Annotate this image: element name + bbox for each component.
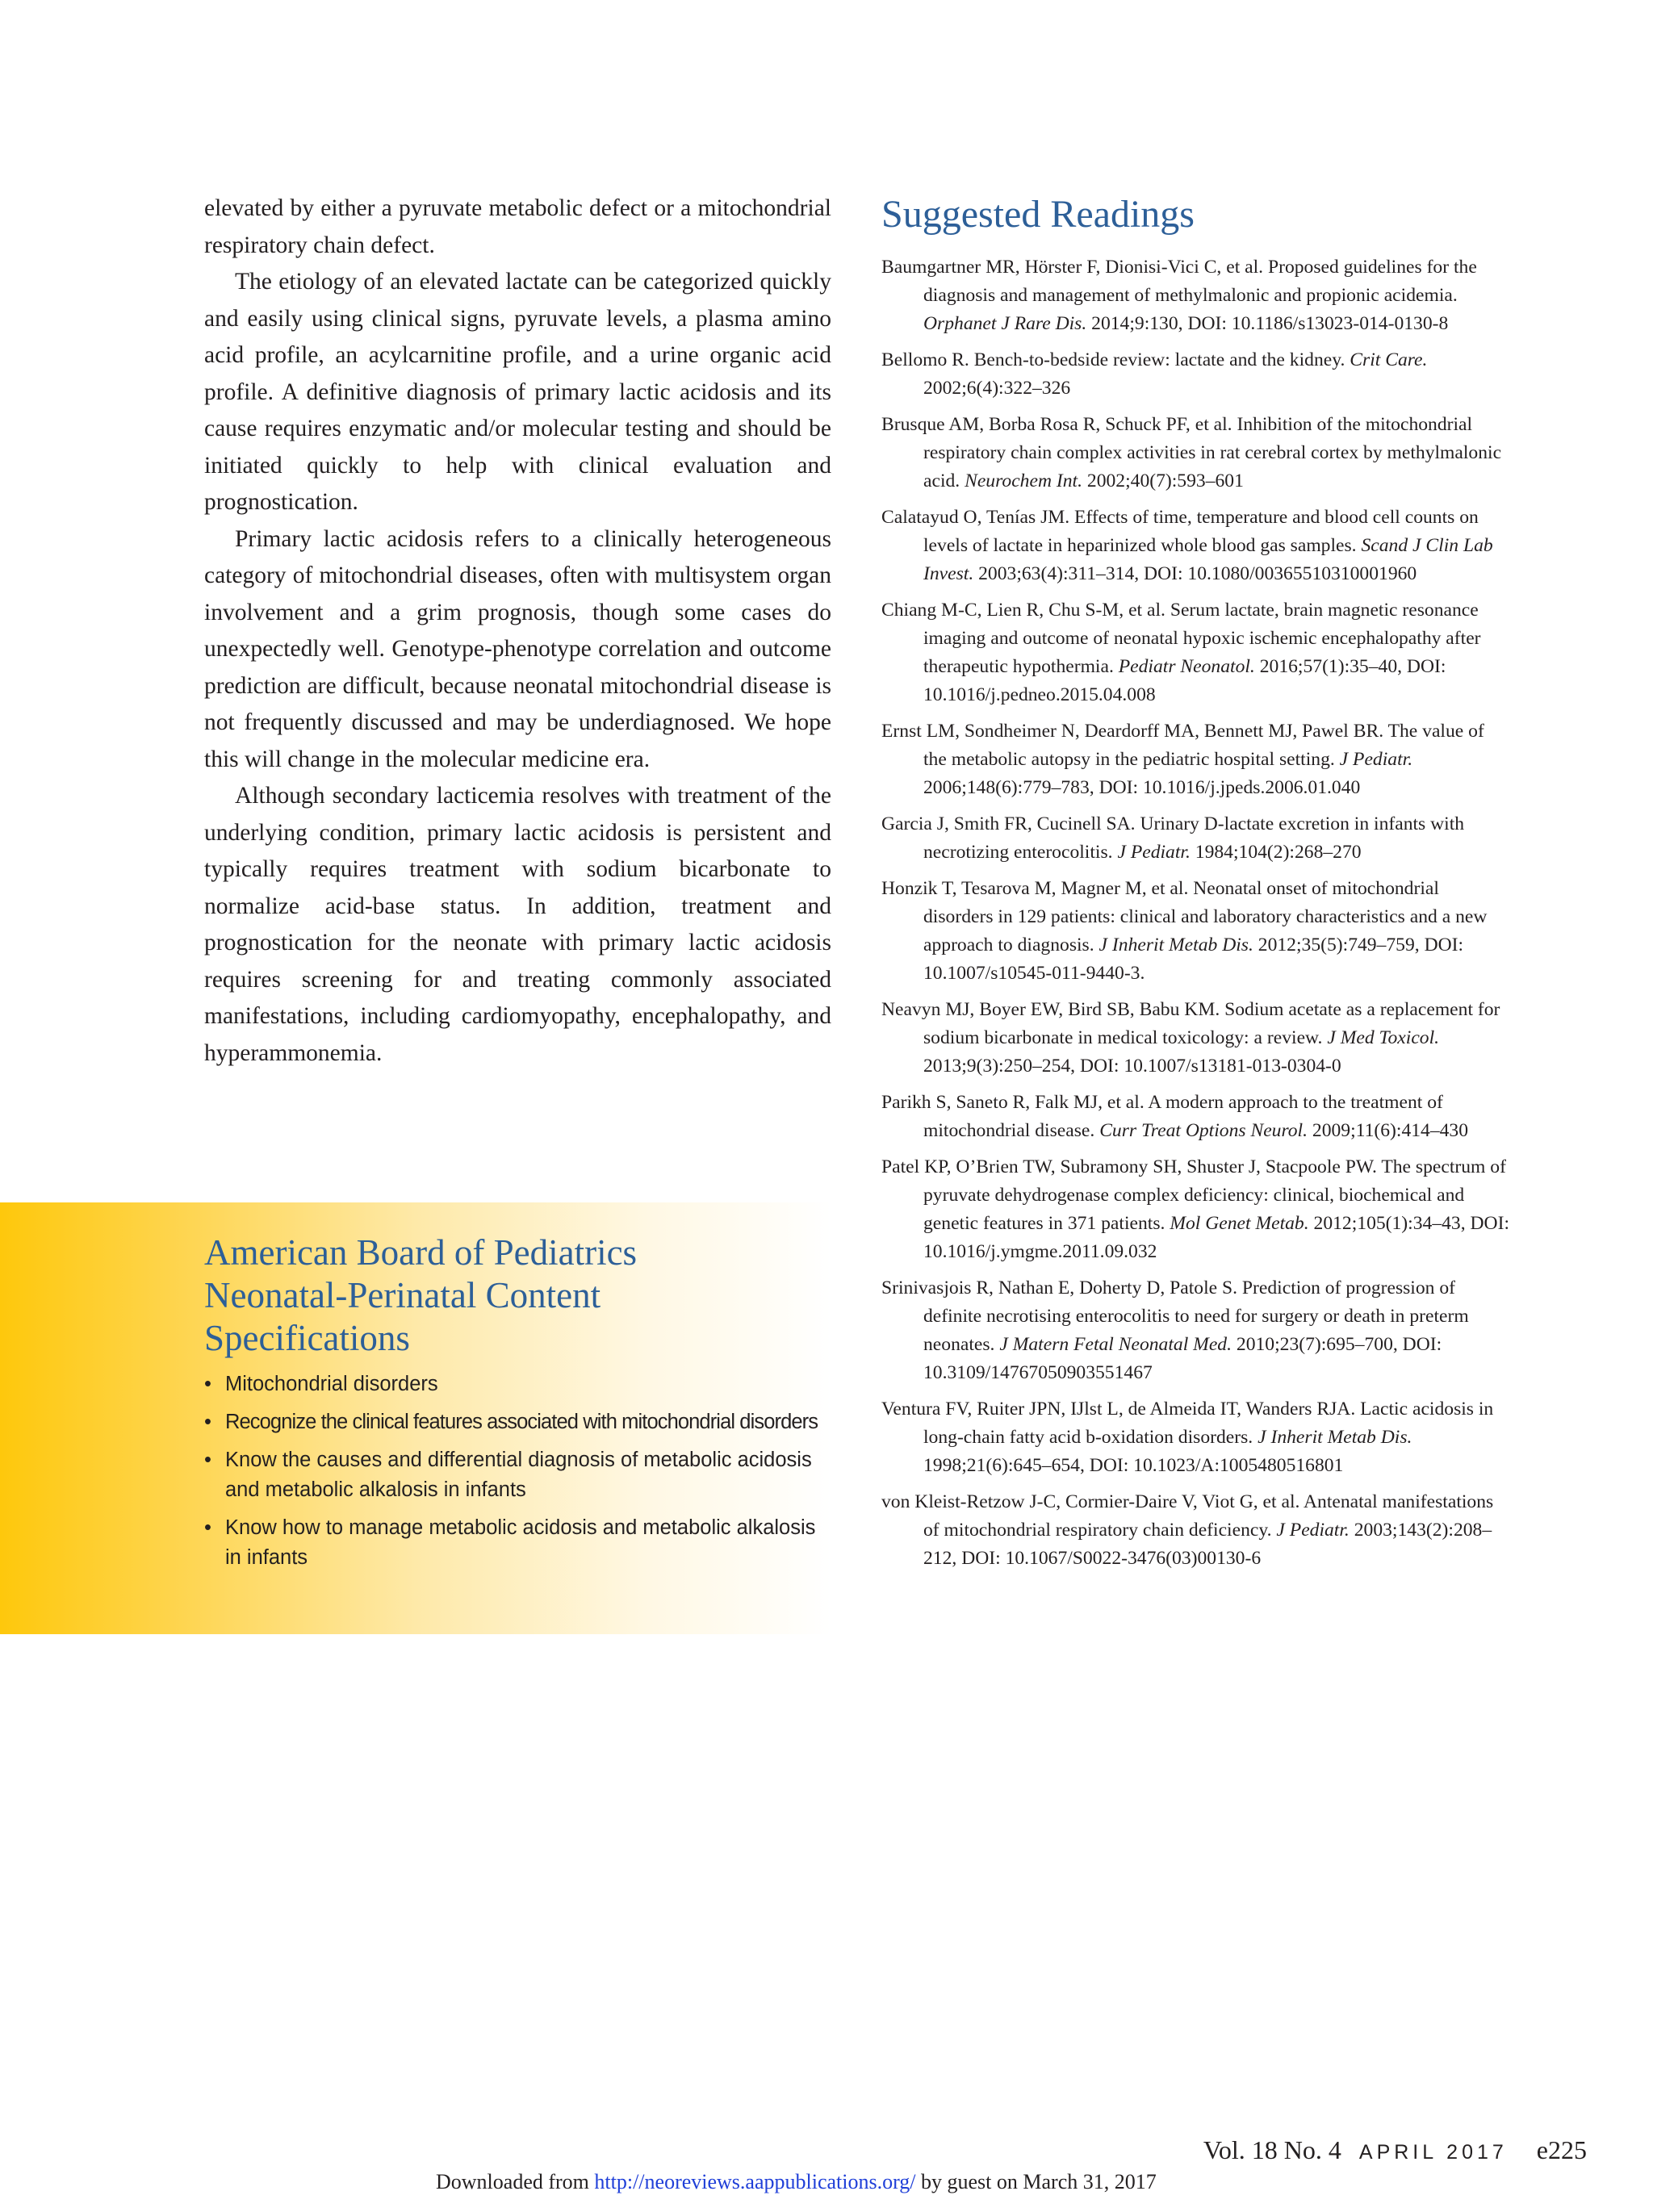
page-footer [1203, 2134, 1587, 2168]
reference-item: Neavyn MJ, Boyer EW, Bird SB, Babu KM. Sodium acetate as a replacement for sodium bicarbonate in medical toxicology: a review. J Med Toxicol. 2013;9(3):250–254, DOI: 10.1007/s13181-013-0304-0 [881, 999, 1500, 1077]
journal-name: Neurochem Int. [965, 470, 1082, 491]
body-paragraph-1: elevated by either a pyruvate metabolic defect or a mitochondrial respiratory chain defect. [204, 195, 831, 258]
journal-name: Pediatr Neonatol. [1118, 656, 1255, 677]
reference-item: Honzik T, Tesarova M, Magner M, et al. Neonatal onset of mitochondrial disorders in 129 patients: clinical and laboratory characteristics and a new approach to diagnosis. J Inherit Metab Dis. 2012;35(5):749–759, DOI: 10.1007/s10545-011-9440-3. [881, 878, 1488, 984]
body-paragraph-3: Primary lactic acidosis refers to a clinically heterogeneous category of mitochondrial diseases, often with multisystem organ involvement and a grim prognosis, though some cases do unexpectedly well. Genotype-phenotype correlation and outcome prediction are difficult, because neonatal mitochondrial disease is not frequently discussed and may be underdiagnosed. We hope this will change in the molecular medicine era. [204, 525, 831, 772]
page-number: e225 [1536, 2135, 1587, 2164]
journal-name: J Matern Fetal Neonatal Med. [999, 1334, 1232, 1355]
journal-name: J Med Toxicol. [1327, 1027, 1440, 1048]
bullet-icon: • [204, 1411, 211, 1433]
journal-name: J Pediatr. [1339, 749, 1413, 770]
list-item: • Know the causes and differential diagnosis of metabolic acidosis and metabolic alkalosis in infants [204, 1445, 834, 1505]
reference-item: Brusque AM, Borba Rosa R, Schuck PF, et al. Inhibition of the mitochondrial respiratory chain complex activities in rat cerebral cortex by methylmalonic acid. Neurochem Int. 2002;40(7):593–601 [881, 414, 1502, 491]
bullet-icon: • [204, 1516, 211, 1539]
body-text-column [204, 190, 831, 1072]
reference-item: Parikh S, Saneto R, Falk MJ, et al. A modern approach to the treatment of mitochondrial disease. Curr Treat Options Neurol. 2009;11(6):414–430 [881, 1092, 1469, 1141]
reference-item: Patel KP, O’Brien TW, Subramony SH, Shuster J, Stacpoole PW. The spectrum of pyruvate dehydrogenase complex deficiency: clinical, biochemical and genetic features in 371 patients. Mol Genet Metab. 2012;105(1):34–43, DOI: 10.1016/j.ymgme.2011.09.032 [881, 1156, 1509, 1262]
suggested-readings-column [881, 190, 1511, 1581]
reference-item: Garcia J, Smith FR, Cucinell SA. Urinary D-lactate excretion in infants with necrotizing enterocolitis. J Pediatr. 1984;104(2):268–270 [881, 813, 1465, 863]
content-specifications-list [204, 1369, 834, 1581]
suggested-readings-title: Suggested Readings [881, 193, 1195, 236]
issue-month: APRIL 2017 [1358, 2141, 1508, 2164]
journal-name: Curr Treat Options Neurol. [1099, 1120, 1308, 1141]
body-paragraph-2: The etiology of an elevated lactate can be categorized quickly and easily using clinical signs, pyruvate levels, a plasma amino acid profile, an acylcarnitine profile, and a urine organic acid profile. A definitive diagnosis of primary lactic acidosis and its cause requires enzymatic and/or molecular testing and should be initiated quickly to help with clinical evaluation and prognostication. [204, 269, 831, 515]
body-paragraph-4: Although secondary lacticemia resolves with treatment of the underlying condition, primary lactic acidosis is persistent and typically requires treatment with sodium bicarbonate to normalize acid-base status. In addition, treatment and prognostication for the neonate with primary lactic acidosis requires screening for and treating commonly associated manifestations, including cardiomyopathy, encephalopathy, and hyperammonemia. [204, 783, 831, 1066]
download-notice: Downloaded from http://neoreviews.aappublications.org/ by guest on March 31, 2017 [436, 2170, 1157, 2193]
journal-name: Orphanet J Rare Dis. [923, 313, 1087, 334]
reference-item: Calatayud O, Tenías JM. Effects of time, temperature and blood cell counts on levels of lactate in heparinized whole blood gas samples. Scand J Clin Lab Invest. 2003;63(4):311–314, DOI: 10.1080/00365510310001960 [881, 507, 1493, 584]
volume-label: Vol. 18 No. 4 [1203, 2135, 1341, 2164]
journal-name: Mol Genet Metab. [1170, 1213, 1309, 1234]
list-item: • Mitochondrial disorders [204, 1369, 834, 1399]
bullet-icon: • [204, 1373, 211, 1395]
reference-item: Ventura FV, Ruiter JPN, IJlst L, de Almeida IT, Wanders RJA. Lactic acidosis in long-chain fatty acid b-oxidation disorders. J Inherit Metab Dis. 1998;21(6):645–654, DOI: 10.1023/A:1005480516801 [881, 1399, 1494, 1476]
journal-name: Crit Care. [1350, 349, 1428, 370]
reference-item: Ernst LM, Sondheimer N, Deardorff MA, Bennett MJ, Pawel BR. The value of the metabolic autopsy in the pediatric hospital setting. J Pediatr. 2006;148(6):779–783, DOI: 10.1016/j.jpeds.2006.01.040 [881, 721, 1484, 798]
journal-name: Scand J Clin Lab Invest. [923, 535, 1493, 584]
journal-name: J Inherit Metab Dis. [1099, 935, 1253, 955]
reference-item: Bellomo R. Bench-to-bedside review: lactate and the kidney. Crit Care. 2002;6(4):322–326 [881, 349, 1428, 399]
reference-item: Chiang M-C, Lien R, Chu S-M, et al. Serum lactate, brain magnetic resonance imaging and outcome of neonatal hypoxic ischemic encephalopathy after therapeutic hypothermia. Pediatr Neonatol. 2016;57(1):35–40, DOI: 10.1016/j.pedneo.2015.04.008 [881, 600, 1481, 705]
reference-item: von Kleist-Retzow J-C, Cormier-Daire V, Viot G, et al. Antenatal manifestations of mitochondrial respiratory chain deficiency. J Pediatr. 2003;143(2):208–212, DOI: 10.1067/S0022-3476(03)00130-6 [881, 1491, 1494, 1569]
reference-list [881, 253, 1511, 1573]
journal-name: J Pediatr. [1276, 1520, 1350, 1541]
list-item: • Know how to manage metabolic acidosis and metabolic alkalosis in infants [204, 1513, 834, 1573]
journal-name: J Pediatr. [1117, 842, 1191, 863]
reference-item: Baumgartner MR, Hörster F, Dionisi-Vici C, et al. Proposed guidelines for the diagnosis and management of methylmalonic and propionic acidemia. Orphanet J Rare Dis. 2014;9:130, DOI: 10.1186/s13023-014-0130-8 [881, 257, 1477, 334]
journal-name: J Inherit Metab Dis. [1258, 1427, 1412, 1448]
content-specifications-title: American Board of Pediatrics Neonatal-Perinatal Content Specifications [204, 1232, 638, 1358]
download-link[interactable]: http://neoreviews.aappublications.org/ [594, 2170, 916, 2193]
bullet-icon: • [204, 1449, 211, 1471]
reference-item: Srinivasjois R, Nathan E, Doherty D, Patole S. Prediction of progression of definite necrotising enterocolitis to need for surgery or death in preterm neonates. J Matern Fetal Neonatal Med. 2010;23(7):695–700, DOI: 10.3109/14767050903551467 [881, 1277, 1469, 1383]
list-item: • Recognize the clinical features associated with mitochondrial disorders [204, 1407, 834, 1437]
